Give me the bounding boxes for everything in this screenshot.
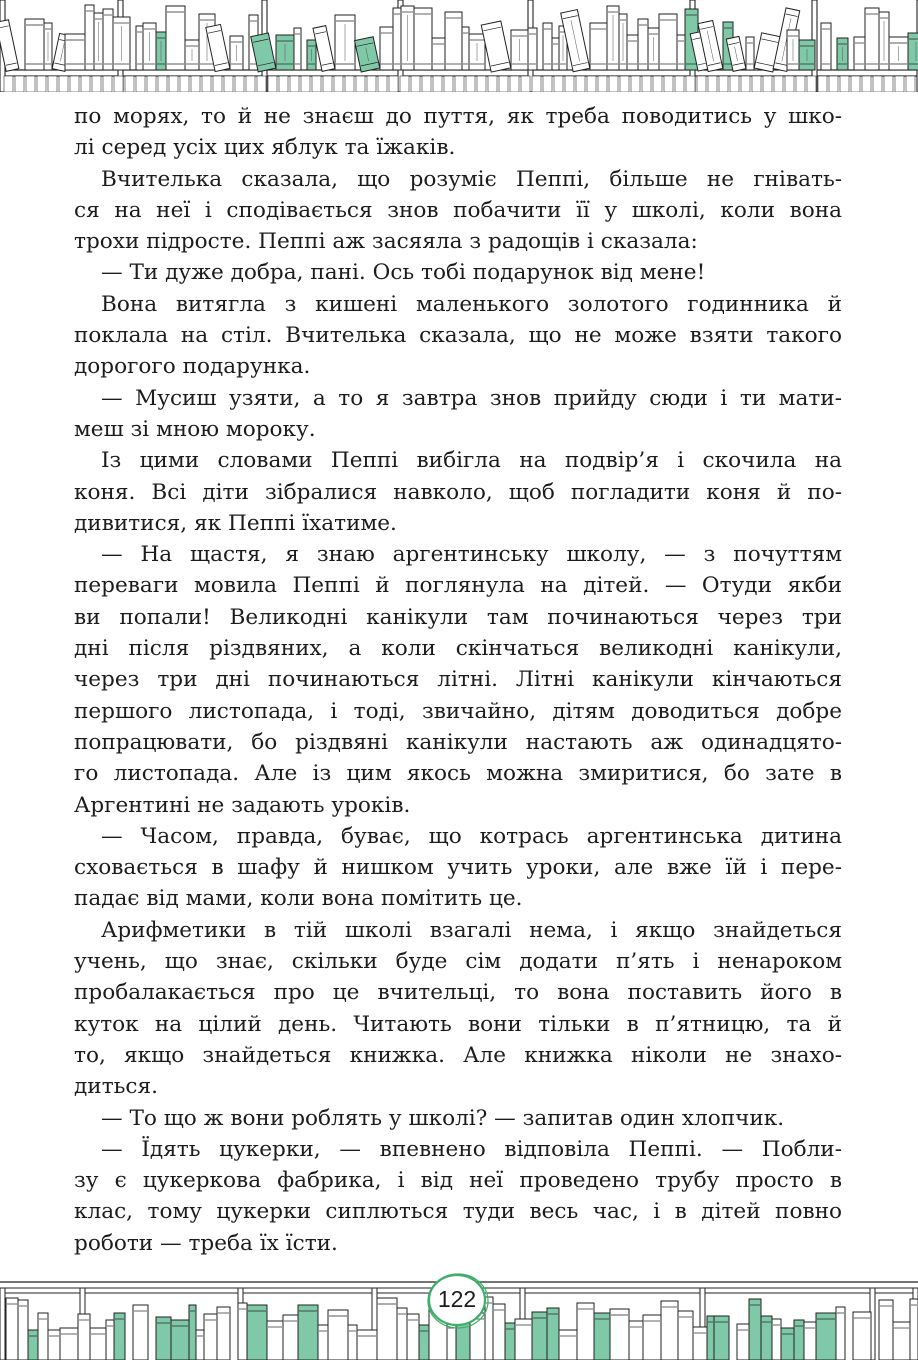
text-line: го листопада. Але із цим якось можна змиритися, бо зате в: [74, 761, 842, 787]
text-line: зу є цукеркова фабрика, і від неї проведено трубу просто в: [74, 1168, 842, 1194]
text-line: сховається в шафу й нишком учить уроки, але вже їй і пере-: [74, 855, 842, 881]
text-line: дивитися, як Пеппі їхатиме.: [74, 510, 397, 536]
page-number: 122: [437, 1286, 477, 1312]
text-line: — Ти дуже добра, пані. Ось тобі подарунок від мене!: [101, 260, 706, 286]
page-number-badge: [424, 1270, 490, 1332]
text-line: куток на цілий день. Читають вони тільки в п’ятницю, та й: [74, 1011, 842, 1037]
text-line: попрацювати, бо різдвяні канікули настають аж одинадцято-: [74, 729, 842, 755]
text-line: диться.: [74, 1074, 158, 1100]
text-line: трохи підросте. Пеппі аж засяяла з радощів і сказала:: [74, 229, 698, 255]
text-line: по морях, то й не знаєш до пуття, як треба поводитись у шко-: [74, 104, 842, 129]
text-line: — На щастя, я знаю аргентинську школу, — з почуттям: [101, 542, 842, 568]
top-bookshelf-illustration: [0, 0, 918, 92]
text-line: Із цими словами Пеппі вибігла на подвір’я і скочила на: [101, 448, 842, 474]
text-line: падає від мами, коли вона помітить це.: [74, 886, 523, 912]
text-line: дні після різдвяних, а коли скінчаться великодні канікули,: [74, 636, 842, 662]
text-line: поклала на стіл. Вчителька сказала, що не може взяти такого: [74, 323, 842, 349]
text-line: ви попали! Великодні канікули там починаються через три: [74, 604, 842, 630]
text-line: пробалакається про це вчительці, то вона поставить його в: [74, 980, 842, 1006]
text-line: то, якщо знайдеться книжка. Але книжка ніколи не знахо-: [74, 1042, 842, 1068]
text-line: — То що ж вони роблять у школі? — запитав один хлопчик.: [101, 1105, 785, 1131]
text-line: ся на неї і сподівається знов побачити її у школі, коли вона: [74, 197, 842, 223]
text-line: клас, тому цукерки сиплються туди весь час, і в дітей повно: [74, 1199, 842, 1225]
text-line: лі серед усіх цих яблук та їжаків.: [74, 135, 456, 161]
text-line: Вчителька сказала, що розуміє Пеппі, більше не гнівать-: [101, 166, 842, 192]
bookshelf-icon: [0, 0, 918, 92]
text-line: — Їдять цукерки, — впевнено відповіла Пеппі. — Побли-: [101, 1136, 842, 1162]
page-body-text: [74, 101, 842, 1259]
text-line: дорогого подарунка.: [74, 354, 311, 380]
text-line: Арифметики в тій школі взагалі нема, і якщо знайдеться: [101, 917, 842, 943]
text-line: Аргентині не задають уроків.: [74, 792, 411, 818]
text-line: учень, що знає, скільки буде сім додати п’ять і ненароком: [74, 949, 842, 975]
text-line: Вона витягла з кишені маленького золотого годинника й: [101, 291, 842, 317]
text-line: через три дні починаються літні. Літні канікули кінчаються: [74, 667, 842, 693]
text-line: першого листопада, і тоді, звичайно, дітям доводиться добре: [74, 698, 842, 724]
text-line: переваги мовила Пеппі й поглянула на дітей. — Отуди якби: [74, 573, 842, 599]
text-line: коня. Всі діти зібралися навколо, щоб погладити коня й по-: [74, 479, 842, 505]
text-line: — Мусиш узяти, а то я завтра знов прийду сюди і ти мати-: [101, 385, 842, 411]
text-line: роботи — треба їх їсти.: [74, 1230, 338, 1256]
text-line: — Часом, правда, буває, що котрась аргентинська дитина: [101, 823, 842, 849]
text-line: меш зі мною мороку.: [74, 416, 316, 442]
